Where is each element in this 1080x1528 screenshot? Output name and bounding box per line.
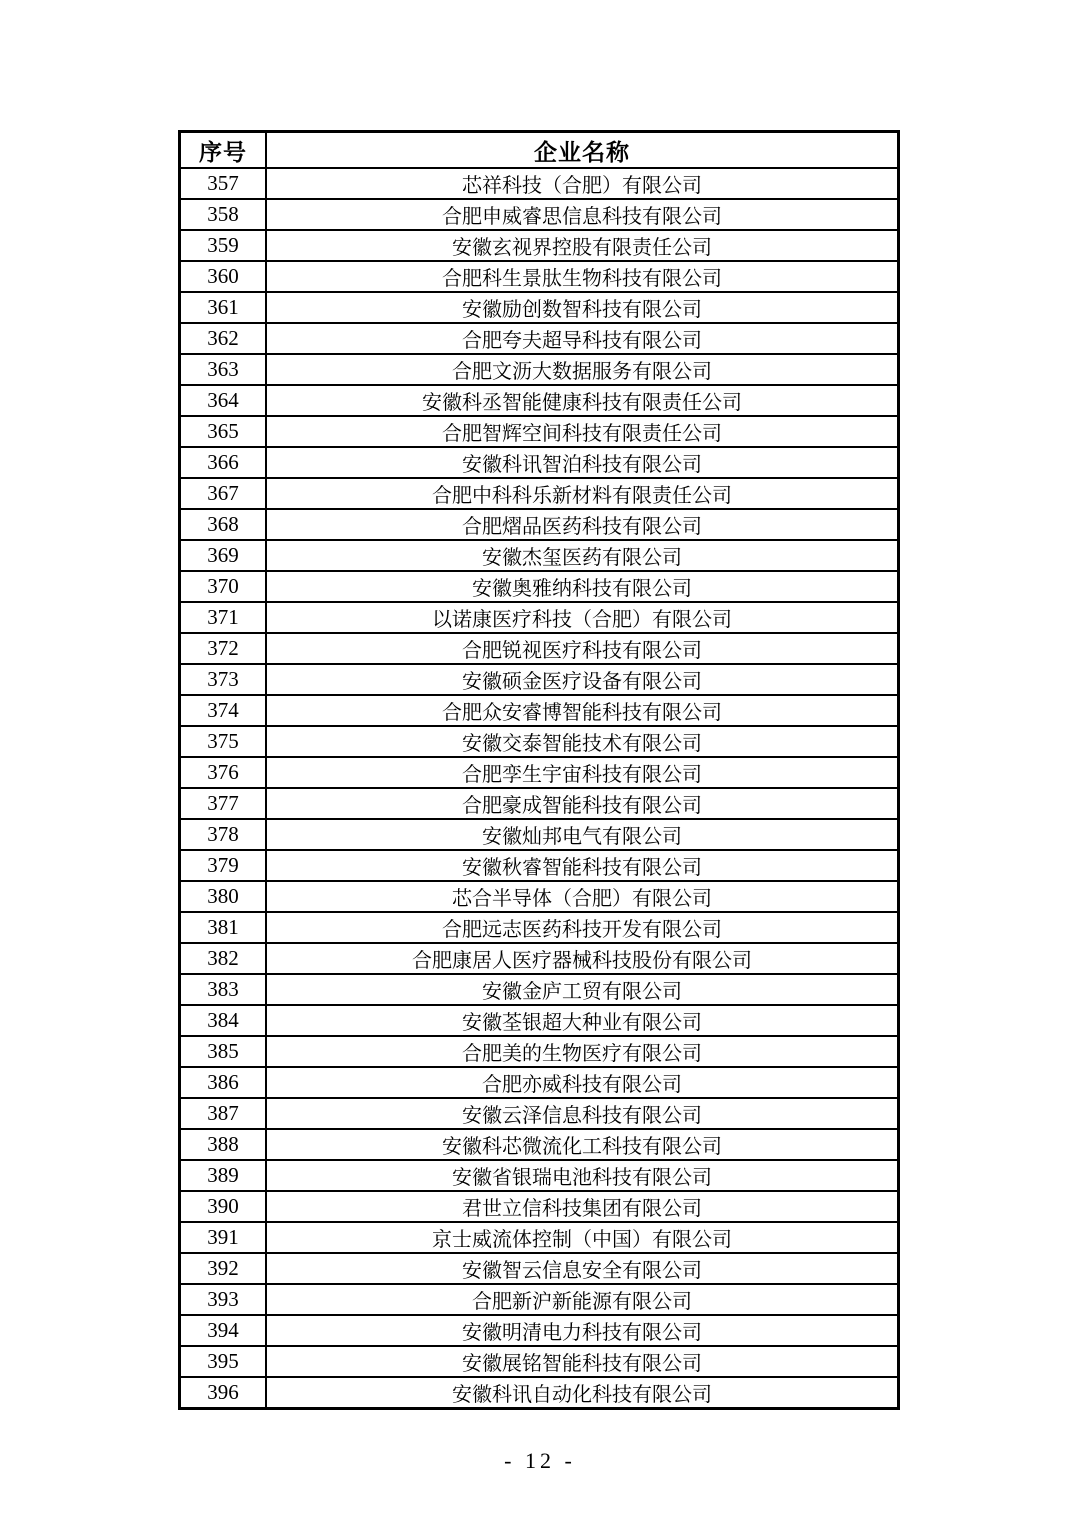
company-name-cell: 京士威流体控制（中国）有限公司: [266, 1222, 899, 1253]
serial-number-cell: 358: [180, 199, 267, 230]
company-name-cell: 安徽智云信息安全有限公司: [266, 1253, 899, 1284]
serial-number-cell: 380: [180, 881, 267, 912]
table-row: [180, 1253, 899, 1284]
serial-number-cell: 381: [180, 912, 267, 943]
serial-number-cell: 383: [180, 974, 267, 1005]
company-name-cell: 合肥美的生物医疗有限公司: [266, 1036, 899, 1067]
serial-number-cell: 365: [180, 416, 267, 447]
company-name-cell: 芯合半导体（合肥）有限公司: [266, 881, 899, 912]
table-row: [180, 695, 899, 726]
company-name-cell: 安徽科芯微流化工科技有限公司: [266, 1129, 899, 1160]
company-name-cell: 合肥远志医药科技开发有限公司: [266, 912, 899, 943]
company-name-cell: 合肥熠品医药科技有限公司: [266, 509, 899, 540]
table-row: [180, 974, 899, 1005]
company-name-cell: 合肥众安睿博智能科技有限公司: [266, 695, 899, 726]
table-row: [180, 1377, 899, 1409]
company-name-cell: 安徽交泰智能技术有限公司: [266, 726, 899, 757]
company-name-cell: 安徽荃银超大种业有限公司: [266, 1005, 899, 1036]
serial-number-cell: 362: [180, 323, 267, 354]
serial-number-cell: 367: [180, 478, 267, 509]
serial-number-cell: 374: [180, 695, 267, 726]
serial-number-cell: 385: [180, 1036, 267, 1067]
table-row: [180, 571, 899, 602]
company-name-cell: 以诺康医疗科技（合肥）有限公司: [266, 602, 899, 633]
table-header: [180, 132, 899, 169]
table-row: [180, 261, 899, 292]
serial-number-cell: 375: [180, 726, 267, 757]
table-row: [180, 881, 899, 912]
serial-number-cell: 395: [180, 1346, 267, 1377]
table-row: [180, 788, 899, 819]
serial-number-cell: 366: [180, 447, 267, 478]
company-name-cell: 安徽科讯智泊科技有限公司: [266, 447, 899, 478]
company-name-cell: 合肥科生景肽生物科技有限公司: [266, 261, 899, 292]
serial-number-cell: 357: [180, 168, 267, 199]
table-row: [180, 1067, 899, 1098]
company-name-cell: 芯祥科技（合肥）有限公司: [266, 168, 899, 199]
serial-number-cell: 390: [180, 1191, 267, 1222]
company-name-cell: 安徽展铭智能科技有限公司: [266, 1346, 899, 1377]
company-name-cell: 合肥亦威科技有限公司: [266, 1067, 899, 1098]
serial-number-cell: 361: [180, 292, 267, 323]
company-name-cell: 合肥中科科乐新材料有限责任公司: [266, 478, 899, 509]
table-row: [180, 850, 899, 881]
serial-number-cell: 372: [180, 633, 267, 664]
serial-number-cell: 378: [180, 819, 267, 850]
serial-number-cell: 389: [180, 1160, 267, 1191]
company-name-cell: 安徽科讯自动化科技有限公司: [266, 1377, 899, 1409]
company-name-cell: 合肥夸夫超导科技有限公司: [266, 323, 899, 354]
table-row: [180, 1346, 899, 1377]
serial-number-cell: 396: [180, 1377, 267, 1409]
serial-number-cell: 364: [180, 385, 267, 416]
serial-number-cell: 371: [180, 602, 267, 633]
serial-number-cell: 363: [180, 354, 267, 385]
serial-number-cell: 373: [180, 664, 267, 695]
company-table: [178, 130, 900, 1410]
company-name-cell: 安徽励创数智科技有限公司: [266, 292, 899, 323]
company-name-cell: 安徽秋睿智能科技有限公司: [266, 850, 899, 881]
table-row: [180, 1284, 899, 1315]
table-row: [180, 540, 899, 571]
serial-number-cell: 391: [180, 1222, 267, 1253]
company-name-cell: 安徽云泽信息科技有限公司: [266, 1098, 899, 1129]
table-row: [180, 385, 899, 416]
table-row: [180, 292, 899, 323]
serial-number-cell: 388: [180, 1129, 267, 1160]
company-name-cell: 合肥豪成智能科技有限公司: [266, 788, 899, 819]
table-row: [180, 509, 899, 540]
table-row: [180, 602, 899, 633]
table-header-row: [180, 132, 899, 169]
table-row: [180, 912, 899, 943]
table-row: [180, 478, 899, 509]
table-row: [180, 757, 899, 788]
table-row: [180, 323, 899, 354]
serial-number-cell: 379: [180, 850, 267, 881]
table-row: [180, 633, 899, 664]
company-name-cell: 合肥智辉空间科技有限责任公司: [266, 416, 899, 447]
serial-number-cell: 369: [180, 540, 267, 571]
table-body: [180, 168, 899, 1409]
company-name-cell: 安徽明清电力科技有限公司: [266, 1315, 899, 1346]
table-row: [180, 1098, 899, 1129]
table-row: [180, 1036, 899, 1067]
table-row: [180, 1222, 899, 1253]
company-name-cell: 安徽杰玺医药有限公司: [266, 540, 899, 571]
serial-number-cell: 360: [180, 261, 267, 292]
company-name-cell: 安徽玄视界控股有限责任公司: [266, 230, 899, 261]
serial-number-cell: 368: [180, 509, 267, 540]
table-row: [180, 1160, 899, 1191]
company-name-cell: 合肥申威睿思信息科技有限公司: [266, 199, 899, 230]
serial-number-cell: 382: [180, 943, 267, 974]
company-name-cell: 安徽金庐工贸有限公司: [266, 974, 899, 1005]
table-row: [180, 199, 899, 230]
table-row: [180, 943, 899, 974]
serial-number-cell: 376: [180, 757, 267, 788]
table-row: [180, 168, 899, 199]
page-number: - 12 -: [504, 1448, 576, 1473]
company-name-cell: 安徽硕金医疗设备有限公司: [266, 664, 899, 695]
header-company-name: 企业名称: [266, 132, 899, 169]
serial-number-cell: 370: [180, 571, 267, 602]
company-name-cell: 安徽奥雅纳科技有限公司: [266, 571, 899, 602]
table-row: [180, 1315, 899, 1346]
serial-number-cell: 384: [180, 1005, 267, 1036]
company-name-cell: 合肥文沥大数据服务有限公司: [266, 354, 899, 385]
serial-number-cell: 393: [180, 1284, 267, 1315]
header-serial-number: 序号: [180, 132, 267, 169]
company-name-cell: 安徽科丞智能健康科技有限责任公司: [266, 385, 899, 416]
table-row: [180, 447, 899, 478]
serial-number-cell: 359: [180, 230, 267, 261]
table-row: [180, 819, 899, 850]
company-name-cell: 安徽灿邦电气有限公司: [266, 819, 899, 850]
company-name-cell: 合肥新沪新能源有限公司: [266, 1284, 899, 1315]
serial-number-cell: 377: [180, 788, 267, 819]
table-row: [180, 726, 899, 757]
company-name-cell: 合肥康居人医疗器械科技股份有限公司: [266, 943, 899, 974]
table-row: [180, 664, 899, 695]
table-row: [180, 1129, 899, 1160]
company-name-cell: 合肥锐视医疗科技有限公司: [266, 633, 899, 664]
serial-number-cell: 394: [180, 1315, 267, 1346]
serial-number-cell: 392: [180, 1253, 267, 1284]
serial-number-cell: 386: [180, 1067, 267, 1098]
table-row: [180, 1191, 899, 1222]
table-row: [180, 416, 899, 447]
company-name-cell: 君世立信科技集团有限公司: [266, 1191, 899, 1222]
table-row: [180, 230, 899, 261]
serial-number-cell: 387: [180, 1098, 267, 1129]
company-name-cell: 合肥孪生宇宙科技有限公司: [266, 757, 899, 788]
table-row: [180, 1005, 899, 1036]
company-name-cell: 安徽省银瑞电池科技有限公司: [266, 1160, 899, 1191]
table-row: [180, 354, 899, 385]
